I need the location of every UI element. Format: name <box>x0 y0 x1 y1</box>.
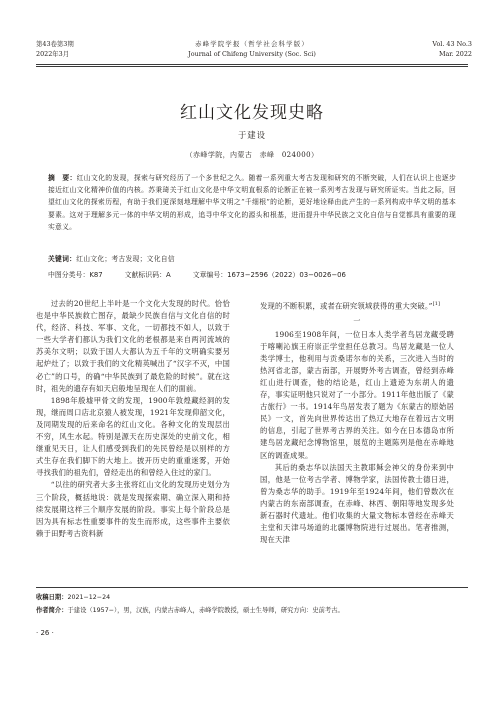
volume-en: Vol. 43 No.3 <box>432 40 472 48</box>
footnote-author <box>36 605 468 614</box>
clc-number: 中图分类号：K87 <box>48 271 103 279</box>
issue-cn: 第43卷第3期 <box>36 40 74 48</box>
body-column-right <box>260 298 454 546</box>
keywords-text: 红山文化；考古发现；文化自信 <box>76 255 175 263</box>
abstract <box>48 172 456 233</box>
journal-name-en: Journal of Chifeng University (Soc. Sci) <box>188 49 316 58</box>
paragraph-text: 发现的不断积累，或者在研究领域获得的重大突破。” <box>260 301 433 311</box>
article-author: 于建设 <box>237 130 267 140</box>
received-label: 收稿日期： <box>36 594 68 601</box>
footnote-rule <box>36 587 468 588</box>
author-affiliation: （赤峰学院，内蒙古 赤峰 024000） <box>185 151 319 159</box>
abstract-text: 红山文化的发现，探索与研究经历了一个多世纪之久。随着一系列重大考古发现和研究的不断突破，人们在认识上也逐步接近红山文化精神价值的内核。苏秉琦关于红山文化是中华文明直根系的论断正在被一系列考古发现与研究所证实。当此之际，回望红山文化的探索历程，有助于我们更深刻地理解中华文明之“千细根”的论断，更好地诠释由此产生的一系列构成中华文明的基本要素。这对于理解多元一体的中华文明的形成，追寻中华文化的源头和根基，进而提升中华民族之文化自信与自觉都具有重要的现实意义。 <box>48 174 456 231</box>
journal-name-cn: 赤峰学院学报（哲学社会科学版） <box>195 40 309 48</box>
header-left <box>36 40 74 59</box>
citation-ref: [1] <box>432 301 441 307</box>
header-center <box>150 40 354 59</box>
paragraph: 过去的20世纪上半叶是一个文化大发现的时代。恰恰也是中华民族救亡图存，最缺少民族自信与文化自信的时代，经济、科技、军事、文化，一切都技不如人，以致于一些大学者们都认为我们文化的老根都是来自两河流域的苏美尔文明；以致于国人大都认为五千年的文明确实要另起炉灶了；以致于我们的文化精英喊出了“汉字不灭，中国必亡”的口号，的确“中华民族到了最危险的时候”。就在这时，祖先的遗存有如天启般地呈现在人们的面前。 <box>36 299 230 393</box>
paragraph: 1906至1908年间，一位日本人类学者鸟居龙藏受聘于喀喇沁旗王府崇正学堂担任总教习。鸟居龙藏是一位人类学博士，他利用与贡桑诺尔布的关系，三次进入当时的热河省北部，蒙古南部，开展野外考古调查，曾经到赤峰红山进行调查，他的结论是，红山上遗迹为东胡人的遗存，事实证明他只说对了一小部分。1911年他出版了《蒙古旅行》一书。1914年鸟居发表了题为《东蒙古的原始居民》一文，首先向世界传达出了热辽大地存在着远古文明的信息，引起了世界考古界的关注。如今在日本德岛市所建鸟居龙藏纪念博物馆里，展览的主题陈列是他在赤峰地区的调查成果。 <box>260 329 454 460</box>
body-column-left <box>36 298 230 540</box>
paragraph: 1898年殷墟甲骨文的发现，1900年敦煌藏经洞的发现，继而周口店北京猿人被发现，1921年发现仰韶文化，及同期发现的后来命名的红山文化。各种文化的发现层出不穷，风生水起。特别是源天在历史深处的史前文化，相继重见天日，让人们感受到我们的先民曾经是以别样的方式生存在我们脚下的大地上。披开历史的重重迷雾，开始寻找我们的祖先们，曾经走出的和曾经入住过的家门。 <box>36 395 230 478</box>
header-right <box>432 40 472 59</box>
page-number: · 26 · <box>36 629 54 637</box>
article-number: 文章编号：1673−2596（2022）03−0026−06 <box>192 271 346 279</box>
classification-line <box>48 269 456 279</box>
author-bio-label: 作者简介： <box>36 607 68 614</box>
paragraph: “以往的研究者大多主张将红山文化的发现历史划分为三个阶段，概括地说：就是发现探索期、确立深入期和持续发展期这样三个顺序发展的阶段。事实上每个阶段总是因为具有标志性重要事件的发生而形成，这些事件主要依赖于田野考古资料新 <box>36 480 230 538</box>
document-code: 文献标识码：A <box>124 271 171 279</box>
keywords <box>48 253 456 263</box>
header-rule-thin <box>36 66 468 67</box>
paragraph-continued <box>260 298 454 313</box>
section-heading: 一 <box>353 316 361 325</box>
header-rule <box>36 64 468 65</box>
author-bio: 于建设（1957−），男，汉族，内蒙古赤峰人，赤峰学院教授，硕士生导师，研究方向：史前考古。 <box>67 607 344 614</box>
date-en: Mar. 2022 <box>438 49 472 58</box>
article-title: 红山文化发现史略 <box>180 103 324 123</box>
paragraph: 其后的桑志华以法国天主教耶稣会神父的身份来到中国，他是一位考古学者、博物学家，法国传教士德日进，曾为桑志华的助手。1919年至1924年间，他们曾数次在内蒙古的东南部调查，在赤峰、林西、朝阳等地发现多处新石器时代遗址。他们收集的大量文物标本曾经在赤峰天主堂和天津马场道的北疆博物院进行过展出。笔者推测，现在天津 <box>260 462 454 545</box>
footnote-received <box>36 592 468 601</box>
date-cn: 2022年3月 <box>36 49 70 58</box>
received-date: 2021−12−24 <box>67 594 111 601</box>
keywords-label: 关键词： <box>48 255 77 263</box>
running-header <box>0 40 504 64</box>
abstract-label: 摘 要： <box>48 174 77 182</box>
